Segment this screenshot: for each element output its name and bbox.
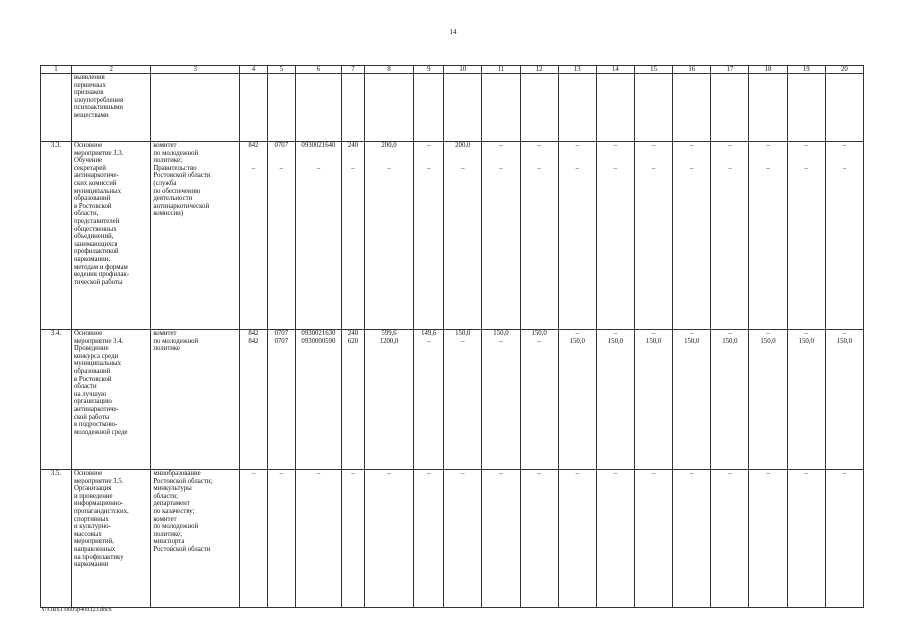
executor-line: минкультуры	[153, 485, 192, 493]
value-line-2: 0930000590	[301, 337, 336, 345]
value-line-2: –	[499, 337, 503, 345]
cell-num	[41, 74, 72, 142]
value-line-2: 150,0	[836, 337, 853, 345]
cell-value: –	[635, 470, 673, 608]
executor-line: области;	[153, 492, 178, 500]
name-line: муниципальных	[73, 360, 121, 368]
cell-value	[673, 330, 711, 470]
value-line-1: –	[613, 142, 618, 149]
value-line-1: –	[537, 142, 541, 149]
name-line: мероприятие 3.3.	[73, 149, 124, 157]
cell-value	[482, 330, 520, 470]
name-line: Основное	[73, 142, 103, 149]
value-line-2: –	[690, 164, 694, 172]
cell-num: 3.5.	[41, 470, 72, 608]
col-header: 7	[342, 66, 365, 74]
cell-empty	[240, 74, 268, 142]
value-line-1: 0707	[274, 330, 289, 337]
value-line-1: 842	[248, 142, 259, 149]
value-line-2: 150,0	[760, 337, 776, 345]
cell-empty	[673, 74, 711, 142]
name-line: образований	[73, 367, 111, 375]
value-line-1: –	[651, 142, 656, 149]
value-line-2: 150,0	[569, 337, 585, 345]
col-header: 11	[482, 66, 520, 74]
cell-value	[711, 330, 749, 470]
name-line: направленных	[73, 545, 116, 553]
value-line-1: 0930021640	[301, 142, 336, 149]
cell-value	[267, 142, 295, 330]
col-header: 17	[711, 66, 749, 74]
col-header: 10	[444, 66, 482, 74]
col-header: 15	[635, 66, 673, 74]
value-line-1: 149,6	[421, 330, 437, 337]
col-header: 19	[787, 66, 825, 74]
value-line-1: 240	[347, 330, 359, 337]
name-line: молодежной среде	[73, 428, 128, 436]
name-line: занимающихся	[73, 240, 118, 248]
col-header: 20	[825, 66, 863, 74]
name-line: на профилактику	[73, 553, 124, 561]
cell-empty	[414, 74, 444, 142]
name-line: ведения профилак-	[73, 271, 130, 279]
cell-value: –	[414, 470, 444, 608]
name-line: мероприятие 3.4.	[73, 337, 124, 345]
value-line-1: –	[651, 330, 656, 337]
col-header: 9	[414, 66, 444, 74]
name-line: Организация	[73, 485, 112, 493]
cell-empty	[825, 74, 863, 142]
value-line-2: –	[728, 164, 732, 172]
cell-value	[444, 142, 482, 330]
cell-value: –	[520, 470, 558, 608]
cell-value: –	[444, 470, 482, 608]
value-line-1: 150,0	[531, 330, 547, 337]
cell-value	[520, 142, 558, 330]
cell-value: –	[295, 470, 341, 608]
name-line: организацию	[73, 398, 112, 406]
cell-executor	[151, 470, 240, 608]
name-line: Основное	[73, 470, 103, 477]
executor-line: Правительство	[153, 164, 197, 172]
executor-line: по казачеству;	[153, 507, 195, 515]
cell-value: –	[825, 470, 863, 608]
page-number: 14	[449, 28, 457, 36]
name-line: ской работы	[73, 413, 110, 421]
value-line-1: –	[575, 330, 579, 337]
col-header: 6	[295, 66, 341, 74]
cell-value	[520, 330, 558, 470]
cell-value	[558, 330, 596, 470]
executor-line: политике	[153, 345, 181, 353]
name-line: профилактикой	[73, 248, 119, 256]
cell-empty	[787, 74, 825, 142]
cell-value	[364, 330, 414, 470]
executor-line: по молодежной	[153, 149, 199, 157]
col-header: 5	[267, 66, 295, 74]
value-line-2: –	[499, 164, 503, 172]
name-line: ских комиссий	[73, 179, 117, 187]
cell-empty	[558, 74, 596, 142]
cell-value	[825, 330, 863, 470]
cell-value: –	[673, 470, 711, 608]
value-line-1: –	[499, 142, 503, 149]
cell-value	[635, 142, 673, 330]
value-line-1: –	[766, 330, 770, 337]
col-header: 8	[364, 66, 414, 74]
footer-file-path: Y:\ORST\0605p409.f23.docx	[41, 607, 112, 613]
name-line: области,	[73, 210, 99, 218]
cell-num: 3.3.	[41, 142, 72, 330]
cell-empty	[596, 74, 634, 142]
col-header: 14	[596, 66, 634, 74]
name-line: образований	[73, 195, 111, 203]
cell-empty	[520, 74, 558, 142]
executor-line: комиссии)	[153, 210, 184, 218]
cell-empty	[482, 74, 520, 142]
cell-name	[71, 470, 150, 608]
cell-value: –	[482, 470, 520, 608]
budget-table	[40, 65, 864, 608]
executor-line: комитет	[153, 515, 177, 523]
value-line-2: –	[461, 164, 465, 172]
value-line-2: –	[613, 164, 618, 172]
name-line: веществами	[73, 111, 109, 119]
cell-value	[749, 142, 787, 330]
cell-name	[71, 74, 150, 142]
value-line-1: –	[766, 142, 770, 149]
name-line: представителей	[73, 217, 120, 225]
col-header: 3	[151, 66, 240, 74]
value-line-2: –	[427, 164, 431, 172]
value-line-1: 150,0	[493, 330, 509, 337]
name-line: объединений,	[73, 233, 114, 241]
name-line: Обучение	[73, 157, 103, 165]
executor-line: политике;	[153, 157, 182, 165]
value-line-2: 150,0	[722, 337, 738, 345]
name-line: психоактивными	[73, 104, 123, 112]
cell-value: –	[787, 470, 825, 608]
executor-line: комитет	[153, 330, 177, 337]
value-line-2: –	[461, 337, 465, 345]
value-line-1: 200,0	[455, 142, 471, 149]
value-line-2: 150,0	[684, 337, 700, 345]
cell-value: –	[267, 470, 295, 608]
value-line-2: –	[351, 164, 355, 172]
value-line-1: –	[613, 330, 618, 337]
cell-value	[342, 142, 365, 330]
value-line-2: –	[427, 337, 431, 345]
name-line: спортивных	[73, 515, 109, 523]
value-line-2: –	[766, 164, 770, 172]
cell-empty	[267, 74, 295, 142]
value-line-2: –	[537, 337, 541, 345]
cell-value	[711, 142, 749, 330]
name-line: мероприятий,	[73, 538, 114, 546]
cell-empty	[711, 74, 749, 142]
cell-value	[342, 330, 365, 470]
name-line: наркомании	[73, 561, 109, 569]
cell-value: –	[558, 470, 596, 608]
cell-executor	[151, 142, 240, 330]
name-line: Основное	[73, 330, 103, 337]
executor-line: комитет	[153, 142, 177, 149]
value-line-2: –	[387, 164, 391, 172]
value-line-2: 150,0	[607, 337, 624, 345]
cell-value: –	[749, 470, 787, 608]
value-line-2: –	[251, 164, 256, 172]
value-line-2: 150,0	[645, 337, 662, 345]
name-line: пропагандистских,	[73, 507, 129, 515]
col-header: 4	[240, 66, 268, 74]
executor-line: политике;	[153, 530, 182, 538]
value-line-1: 150,0	[455, 330, 471, 337]
name-line: и проведение	[73, 492, 113, 500]
cell-empty	[635, 74, 673, 142]
cell-value	[267, 330, 295, 470]
value-line-2: –	[279, 164, 283, 172]
executor-line: (служба	[153, 179, 177, 187]
value-line-1: 599,6	[381, 330, 397, 337]
name-line: и культурно-	[73, 523, 111, 531]
cell-value	[787, 142, 825, 330]
cell-empty	[444, 74, 482, 142]
cell-value	[596, 330, 634, 470]
value-line-1: –	[728, 142, 732, 149]
cell-value	[558, 142, 596, 330]
cell-value	[596, 142, 634, 330]
cell-value	[364, 142, 414, 330]
name-line: первичных	[73, 81, 106, 89]
executor-line: по молодежной	[153, 337, 199, 345]
col-header: 16	[673, 66, 711, 74]
cell-value: –	[342, 470, 365, 608]
value-line-1: –	[690, 142, 694, 149]
value-line-2: –	[316, 164, 321, 172]
value-line-1: –	[842, 330, 847, 337]
executor-line: деятельности	[153, 195, 193, 203]
cell-value	[787, 330, 825, 470]
name-line: выявления	[73, 74, 105, 81]
name-line: Проведение	[73, 345, 109, 353]
cell-value	[414, 330, 444, 470]
header-row	[41, 66, 864, 74]
cell-value	[673, 142, 711, 330]
value-line-1: –	[690, 330, 694, 337]
value-line-2: 150,0	[798, 337, 814, 345]
value-line-1: 842	[248, 330, 259, 337]
value-line-2: 1200,0	[379, 337, 399, 345]
cell-value	[295, 142, 341, 330]
value-line-2: –	[537, 164, 541, 172]
name-line: мероприятие 3.5.	[73, 477, 124, 485]
cell-name	[71, 330, 150, 470]
name-line: в Ростовской	[73, 202, 112, 210]
executor-line: минспорта	[153, 538, 185, 546]
value-line-2: –	[651, 164, 656, 172]
name-line: секретарей	[73, 164, 106, 172]
name-line: области	[73, 383, 97, 391]
cell-name	[71, 142, 150, 330]
executor-line: антинаркотической	[153, 202, 210, 210]
name-line: муниципальных	[73, 187, 121, 195]
executor-line: минобразование	[153, 470, 201, 477]
name-line: злоупотребления	[73, 96, 124, 104]
value-line-2: –	[842, 164, 847, 172]
cell-empty	[342, 74, 365, 142]
table-row-3-4	[41, 330, 864, 470]
cell-executor	[151, 74, 240, 142]
value-line-2: 620	[347, 337, 359, 345]
cell-value	[825, 142, 863, 330]
cell-value	[295, 330, 341, 470]
value-line-1: 200,0	[381, 142, 397, 149]
name-line: конкурса среди	[73, 352, 119, 360]
name-line: информационно-	[73, 500, 124, 508]
cell-empty	[364, 74, 414, 142]
cell-value: –	[711, 470, 749, 608]
col-header: 13	[558, 66, 596, 74]
value-line-1: –	[804, 330, 808, 337]
value-line-1: 0707	[274, 142, 289, 149]
col-header: 12	[520, 66, 558, 74]
cell-value: –	[364, 470, 414, 608]
executor-line: по обеспечению	[153, 187, 201, 195]
value-line-1: –	[575, 142, 579, 149]
name-line: наркомании,	[73, 255, 111, 263]
executor-line: Ростовской области	[153, 172, 211, 180]
name-line: на лучшую	[73, 390, 107, 398]
value-line-1: –	[427, 142, 431, 149]
name-line: общественных	[73, 225, 117, 233]
cell-empty	[295, 74, 341, 142]
value-line-2: 0707	[274, 337, 289, 345]
name-line: антинаркотиче-	[73, 172, 119, 180]
cell-value	[240, 142, 268, 330]
cell-value	[635, 330, 673, 470]
table-row-3-3	[41, 142, 864, 330]
cell-empty	[749, 74, 787, 142]
value-line-1: 0930021630	[301, 330, 336, 337]
cell-value	[414, 142, 444, 330]
cell-value	[749, 330, 787, 470]
cell-value	[444, 330, 482, 470]
value-line-1: –	[728, 330, 732, 337]
executor-line: по молодежной	[153, 523, 199, 531]
name-line: в подростково-	[73, 421, 118, 429]
name-line: тической работы	[73, 278, 123, 286]
cell-value: –	[596, 470, 634, 608]
col-header: 2	[71, 66, 150, 74]
cell-value	[482, 142, 520, 330]
cell-executor	[151, 330, 240, 470]
value-line-1: 240	[347, 142, 359, 149]
value-line-2: –	[575, 164, 579, 172]
value-line-2: –	[804, 164, 808, 172]
name-line: методам и формам	[73, 263, 128, 271]
executor-line: Ростовской области;	[153, 477, 213, 485]
executor-line: департамент	[153, 500, 190, 508]
executor-line: Ростовской области	[153, 545, 211, 553]
name-line: массовых	[73, 530, 102, 538]
value-line-1: –	[804, 142, 808, 149]
name-line: признаков	[73, 89, 104, 97]
name-line: в Ростовской	[73, 375, 112, 383]
table-row-continuation	[41, 74, 864, 142]
value-line-1: –	[842, 142, 847, 149]
table-row-3-5	[41, 470, 864, 608]
value-line-2: 842	[248, 337, 259, 345]
col-header: 18	[749, 66, 787, 74]
name-line: антинаркотиче-	[73, 405, 119, 413]
cell-value: –	[240, 470, 268, 608]
col-header: 1	[41, 66, 72, 74]
cell-num: 3.4.	[41, 330, 72, 470]
cell-value	[240, 330, 268, 470]
